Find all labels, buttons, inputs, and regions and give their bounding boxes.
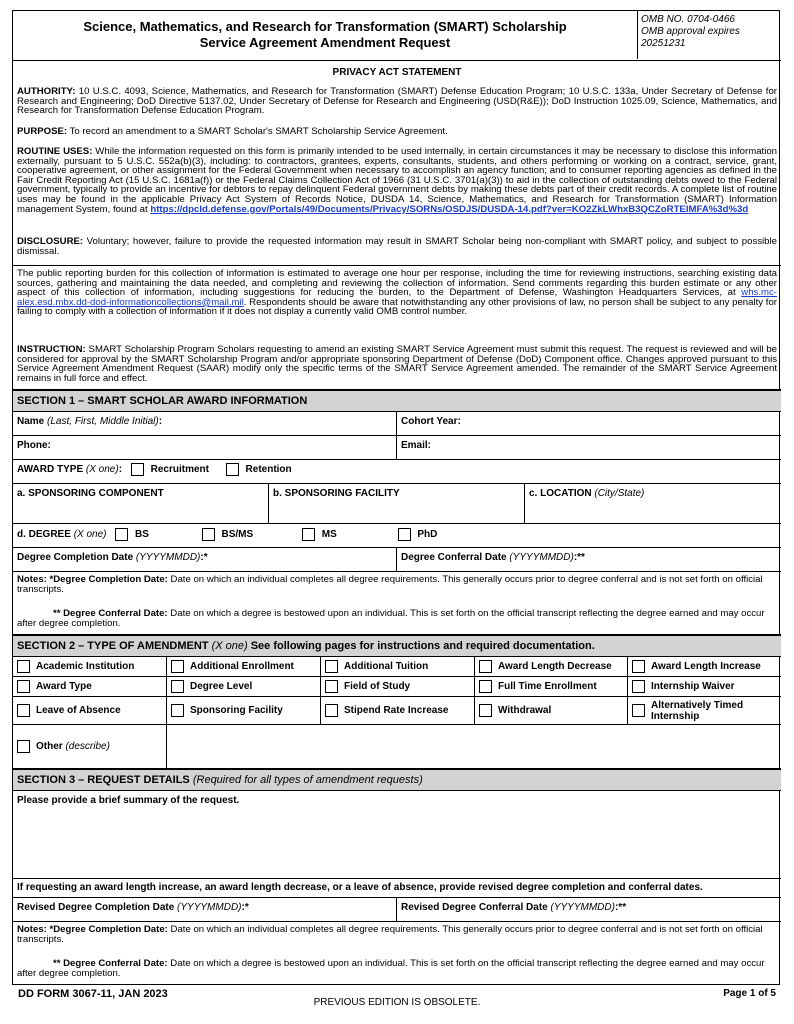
note3-completion bbox=[17, 925, 777, 945]
amendment-option-label: Award Length Decrease bbox=[498, 661, 612, 672]
purpose-paragraph bbox=[17, 127, 777, 137]
amendment-option-checkbox[interactable] bbox=[325, 680, 338, 693]
amendment-option-checkbox[interactable] bbox=[632, 660, 645, 673]
note-conferral bbox=[17, 609, 777, 629]
authority-label: AUTHORITY: bbox=[17, 86, 76, 97]
section1-notes bbox=[13, 572, 781, 635]
email-field[interactable] bbox=[396, 436, 781, 459]
section3-heading bbox=[13, 769, 781, 791]
burden-text: The public reporting burden for this collection of information is estimated to average one hour per response, including the time for reviewing instructions, searching existing data sources, gathering and maintaining the data needed, and completing and reviewing the collection of information. Send comments regarding this burden estimate or any other aspect of this collection of information, including suggestions for reducing the burden, to the Department of Defense, Washington Headquarters Services, at bbox=[17, 268, 777, 299]
amendment-option[interactable] bbox=[13, 657, 167, 677]
completion-date-field[interactable] bbox=[13, 548, 396, 571]
revised-conferral-field[interactable] bbox=[396, 898, 781, 921]
name-row bbox=[13, 412, 781, 436]
note-conferral-text: Date on which a degree is bestowed upon an individual. This is set forth on the official transcript reflecting the degree earned and may occur after degree completion. bbox=[17, 608, 765, 629]
section2-tail: See following pages for instructions and required documentation. bbox=[247, 640, 595, 652]
amendment-option[interactable] bbox=[321, 677, 475, 697]
summary-label: Please provide a brief summary of the request. bbox=[17, 795, 240, 806]
sponsoring-facility-label: b. SPONSORING FACILITY bbox=[273, 488, 400, 499]
burden-text-end: . Respondents should be aware that notwithstanding any other provisions of law, no person shall be subject to any penalty for failing to comply with a collection of information if it does not display a currently valid OMB control number. bbox=[17, 296, 777, 318]
section1-heading bbox=[13, 390, 781, 412]
summary-field[interactable] bbox=[13, 791, 781, 878]
purpose-label: PURPOSE: bbox=[17, 126, 68, 137]
name-colon: : bbox=[158, 416, 163, 427]
recruitment-checkbox[interactable] bbox=[131, 463, 144, 476]
instruction-label: INSTRUCTION: bbox=[17, 344, 86, 355]
omb-info bbox=[641, 14, 777, 50]
note-completion-text: Date on which an individual completes all degree requirements. This generally occurs prior to degree conferral and is not set forth on official transcripts. bbox=[17, 574, 763, 595]
amendment-option-label: Additional Enrollment bbox=[190, 661, 294, 672]
note3-completion-text: Date on which an individual completes all degree requirements. This generally occurs prior to degree conferral and is not set forth on official transcripts. bbox=[17, 924, 763, 945]
note3-completion-label: Notes: *Degree Completion Date: bbox=[17, 924, 168, 935]
retention-label: Retention bbox=[245, 464, 292, 475]
award-type-colon: : bbox=[118, 464, 123, 476]
disclosure-text: Voluntary; however, failure to provide the requested information may result in SMART Scholar being non-compliant with SMART policy, and subject to possible dismissal. bbox=[17, 236, 777, 257]
degree-bsms-label: BS/MS bbox=[221, 529, 254, 540]
amendment-option-label: Full Time Enrollment bbox=[498, 681, 597, 692]
location-label: c. LOCATION bbox=[529, 488, 592, 499]
revised-completion-field[interactable] bbox=[13, 898, 396, 921]
privacy-title: PRIVACY ACT STATEMENT bbox=[332, 67, 462, 78]
note-conferral-label: ** Degree Conferral Date: bbox=[53, 608, 168, 619]
degree-phd-checkbox[interactable] bbox=[398, 528, 411, 541]
amendment-option[interactable] bbox=[167, 697, 321, 725]
amendment-option-checkbox[interactable] bbox=[632, 680, 645, 693]
summary-row bbox=[13, 791, 781, 879]
form-number: DD FORM 3067-11, JAN 2023 bbox=[18, 988, 168, 1000]
note-completion-label: Notes: *Degree Completion Date: bbox=[17, 574, 168, 585]
form-frame bbox=[12, 10, 780, 985]
note3-conferral bbox=[17, 959, 777, 979]
amendment-option-checkbox[interactable] bbox=[325, 660, 338, 673]
amendment-other-hint: (describe) bbox=[65, 741, 110, 752]
retention-checkbox[interactable] bbox=[226, 463, 239, 476]
section2-title: SECTION 2 – TYPE OF AMENDMENT bbox=[17, 640, 209, 652]
amendment-option[interactable] bbox=[475, 677, 628, 697]
amendment-option-checkbox[interactable] bbox=[17, 660, 30, 673]
degree-bs-label: BS bbox=[135, 529, 149, 540]
amendment-option-checkbox[interactable] bbox=[632, 704, 645, 717]
phone-label: Phone: bbox=[17, 440, 51, 451]
length-note-text: If requesting an award length increase, an award length decrease, or a leave of absence, provide revised degree completion and conferral dates. bbox=[17, 882, 703, 893]
authority-paragraph bbox=[17, 87, 777, 116]
amendment-option[interactable] bbox=[13, 697, 167, 725]
amendment-option[interactable] bbox=[13, 677, 167, 697]
email-label: Email: bbox=[401, 440, 432, 451]
instruction-paragraph bbox=[17, 345, 777, 383]
amendment-option[interactable] bbox=[628, 677, 781, 697]
disclosure-label: DISCLOSURE: bbox=[17, 236, 84, 247]
length-note-row bbox=[13, 879, 781, 898]
routine-label: ROUTINE USES: bbox=[17, 146, 93, 157]
sponsoring-facility-field[interactable] bbox=[268, 484, 524, 523]
routine-text: While the information requested on this form is primarily intended to be used internally, in certain circumstances it may be necessary to disclose this information externally, pursuant to 5 U.S.C. 552a(b)(3), including: to contractors, grantees, experts, consultants, students, and others performing or working on a contract, service, grant, cooperative agreement, or other assignment for the Federal Government when necessary to accomplish an agency function; and to consumer reporting agencies as defined in the Fair Credit Reporting Act (15 U.S.C. 1681a(f)) or the Federal Claims Collection Act of 1966 (31 U.S.C. 3701(a)(3)) to aid in the collection of outstanding debts owed to the Federal government, typically to provide an incentive for debtors to repay delinquent Federal government debts by making these debts part of their credit records. A complete list of routine uses may be found in the applicable Privacy Act System of Records Notice, DUSDA 14, Science, Mathematics, and Research for Transformation (SMART) Information management System, found at bbox=[17, 146, 777, 215]
completion-label: Degree Completion Date bbox=[17, 552, 134, 563]
omb-expires-label: OMB approval expires bbox=[641, 26, 740, 37]
amendment-other-checkbox[interactable] bbox=[17, 740, 30, 753]
name-field[interactable] bbox=[13, 412, 396, 435]
amendment-option-label: Award Length Increase bbox=[651, 661, 761, 672]
amendment-option-label: Internship Waiver bbox=[651, 681, 735, 692]
amendment-option-label: Degree Level bbox=[190, 681, 253, 692]
degree-dates-row bbox=[13, 548, 781, 572]
amendment-option-label: Alternatively Timed Internship bbox=[651, 699, 744, 722]
completion-hint: (YYYYMMDD) bbox=[135, 552, 201, 563]
purpose-text: To record an amendment to a SMART Scholar's SMART Scholarship Service Agreement. bbox=[67, 126, 448, 137]
cohort-label: Cohort Year: bbox=[401, 416, 461, 427]
amendment-option-label: Sponsoring Facility bbox=[190, 705, 283, 716]
revised-completion-suffix: :* bbox=[241, 902, 249, 913]
award-type-hint: (X one) bbox=[85, 464, 119, 476]
routine-uses-paragraph bbox=[17, 147, 777, 214]
burden-email-link[interactable]: whs.mc-alex.esd.mbx.dd-dod-informationcollections@mail.mil bbox=[17, 287, 777, 308]
amendment-option[interactable] bbox=[321, 697, 475, 725]
revised-conferral-hint: (YYYYMMDD) bbox=[550, 902, 615, 913]
amendment-option-checkbox[interactable] bbox=[171, 680, 184, 693]
revised-completion-label: Revised Degree Completion Date bbox=[17, 902, 175, 913]
amendment-option[interactable] bbox=[475, 657, 628, 677]
omb-number: OMB NO. 0704-0466 bbox=[641, 14, 735, 25]
amendment-option-checkbox[interactable] bbox=[479, 704, 492, 717]
length-note bbox=[13, 879, 781, 897]
name-hint: (Last, First, Middle Initial) bbox=[47, 416, 159, 427]
amendment-option-checkbox[interactable] bbox=[479, 660, 492, 673]
revised-completion-hint: (YYYYMMDD) bbox=[177, 902, 242, 913]
other-row bbox=[13, 725, 781, 769]
amendment-option-label: Leave of Absence bbox=[36, 705, 121, 716]
revised-dates-row bbox=[13, 898, 781, 922]
award-type-group bbox=[13, 460, 781, 483]
section1-title: SECTION 1 – SMART SCHOLAR AWARD INFORMATION bbox=[17, 395, 308, 407]
amendment-option-label: Award Type bbox=[36, 681, 92, 692]
amendment-option-label: Field of Study bbox=[344, 681, 411, 692]
amendment-other[interactable] bbox=[13, 725, 167, 768]
amendment-option-checkbox[interactable] bbox=[17, 680, 30, 693]
degree-label: d. DEGREE bbox=[17, 529, 71, 541]
burden-paragraph bbox=[17, 269, 777, 317]
amendment-option-label: Withdrawal bbox=[498, 705, 552, 716]
note3-conferral-text: Date on which a degree is bestowed upon an individual. This is set forth on the official transcript reflecting the degree earned and may occur after degree completion. bbox=[17, 958, 765, 979]
page-number: Page 1 of 5 bbox=[723, 988, 776, 999]
degree-bs-checkbox[interactable] bbox=[115, 528, 128, 541]
amendment-option-checkbox[interactable] bbox=[171, 704, 184, 717]
amendment-option-checkbox[interactable] bbox=[325, 704, 338, 717]
amendment-option[interactable] bbox=[628, 657, 781, 677]
amendment-option-checkbox[interactable] bbox=[17, 704, 30, 717]
note-completion bbox=[17, 575, 777, 595]
disclosure-paragraph bbox=[17, 237, 777, 256]
amendment-option[interactable] bbox=[475, 697, 628, 725]
privacy-act-statement bbox=[13, 61, 781, 266]
award-type-label: AWARD TYPE bbox=[17, 464, 84, 476]
conferral-suffix: :** bbox=[573, 552, 585, 563]
omb-expires-date: 20251231 bbox=[641, 38, 686, 49]
form-title bbox=[13, 11, 638, 59]
amendment-option-label: Additional Tuition bbox=[344, 661, 429, 672]
other-description-field[interactable] bbox=[167, 725, 781, 768]
degree-row bbox=[13, 524, 781, 548]
amendment-other-label: Other bbox=[36, 741, 63, 752]
recruitment-label: Recruitment bbox=[150, 464, 209, 475]
revised-conferral-suffix: :** bbox=[614, 902, 627, 913]
note3-conferral-label: ** Degree Conferral Date: bbox=[53, 958, 168, 969]
conferral-hint: (YYYYMMDD) bbox=[509, 552, 574, 563]
degree-bsms-checkbox[interactable] bbox=[202, 528, 215, 541]
degree-phd-label: PhD bbox=[417, 529, 438, 540]
phone-field[interactable] bbox=[13, 436, 396, 459]
cohort-year-field[interactable] bbox=[396, 412, 781, 435]
degree-hint: (X one) bbox=[73, 529, 107, 541]
revised-conferral-label: Revised Degree Conferral Date bbox=[401, 902, 548, 913]
sorn-link[interactable]: https://dpcld.defense.gov/Portals/49/Documents/Privacy/SORNs/OSDJS/DUSDA-14.pdf?ver=KO2ZkLWhxB3QCZoRTEIMFA%3d%3d bbox=[150, 203, 749, 215]
completion-suffix: :* bbox=[200, 552, 208, 563]
section2-hint: (X one) bbox=[211, 640, 248, 652]
amendment-option[interactable] bbox=[167, 657, 321, 677]
conferral-label: Degree Conferral Date bbox=[401, 552, 507, 563]
sponsoring-component-field[interactable] bbox=[13, 484, 268, 523]
form-title-line1: Science, Mathematics, and Research for Transformation (SMART) Scholarship bbox=[83, 19, 567, 34]
authority-text: 10 U.S.C. 4093, Science, Mathematics, and Research for Transformation (SMART) Defense Education Program; 10 U.S.C. 133a, Under Secretary of Defense for Research and Engineering; DoD Directive 5137.02, Under Secretary of Defense for Research and Engineering (USD(R&E)); DoD Instruction 1025.09, Science, Mathematics, and Research for Transformation Defense Education Program. bbox=[17, 86, 777, 117]
location-hint: (City/State) bbox=[594, 488, 645, 499]
instruction-text: SMART Scholarship Program Scholars requesting to amend an existing SMART Service Agreement must submit this request. The request is reviewed and will be considered for approval by the SMART Scholarship Program and/or appropriate sponsoring Department of Defense (DoD) Component office. Changes approved pursuant to this Service Agreement Amendment Request (SAAR) modify only the specific terms of the SMART Service Agreement amended. The remainder of the SMART Service Agreement remains in full force and effect. bbox=[17, 344, 777, 384]
location-field[interactable] bbox=[524, 484, 781, 523]
amendment-option[interactable] bbox=[628, 697, 781, 725]
amendment-option[interactable] bbox=[167, 677, 321, 697]
obsolete-notice: PREVIOUS EDITION IS OBSOLETE. bbox=[313, 997, 481, 1008]
amendment-option-label: Stipend Rate Increase bbox=[344, 705, 449, 716]
section3-title: SECTION 3 – REQUEST DETAILS bbox=[17, 774, 190, 786]
burden-statement bbox=[13, 266, 781, 390]
form-header bbox=[13, 11, 781, 61]
amendment-option-checkbox[interactable] bbox=[171, 660, 184, 673]
conferral-date-field[interactable] bbox=[396, 548, 781, 571]
section3-notes bbox=[13, 922, 781, 984]
amendment-option-checkbox[interactable] bbox=[479, 680, 492, 693]
contact-row bbox=[13, 436, 781, 460]
name-label: Name bbox=[17, 416, 45, 427]
degree-ms-label: MS bbox=[321, 529, 337, 540]
sponsor-row bbox=[13, 484, 781, 524]
section2-heading bbox=[13, 635, 781, 657]
amendment-option-label: Academic Institution bbox=[36, 661, 135, 672]
degree-ms-checkbox[interactable] bbox=[302, 528, 315, 541]
degree-group bbox=[13, 524, 781, 547]
amendment-option[interactable] bbox=[321, 657, 475, 677]
award-type-row bbox=[13, 460, 781, 484]
sponsoring-component-label: a. SPONSORING COMPONENT bbox=[17, 488, 164, 499]
form-title-line2: Service Agreement Amendment Request bbox=[199, 35, 451, 50]
section3-hint: (Required for all types of amendment requests) bbox=[192, 774, 423, 786]
